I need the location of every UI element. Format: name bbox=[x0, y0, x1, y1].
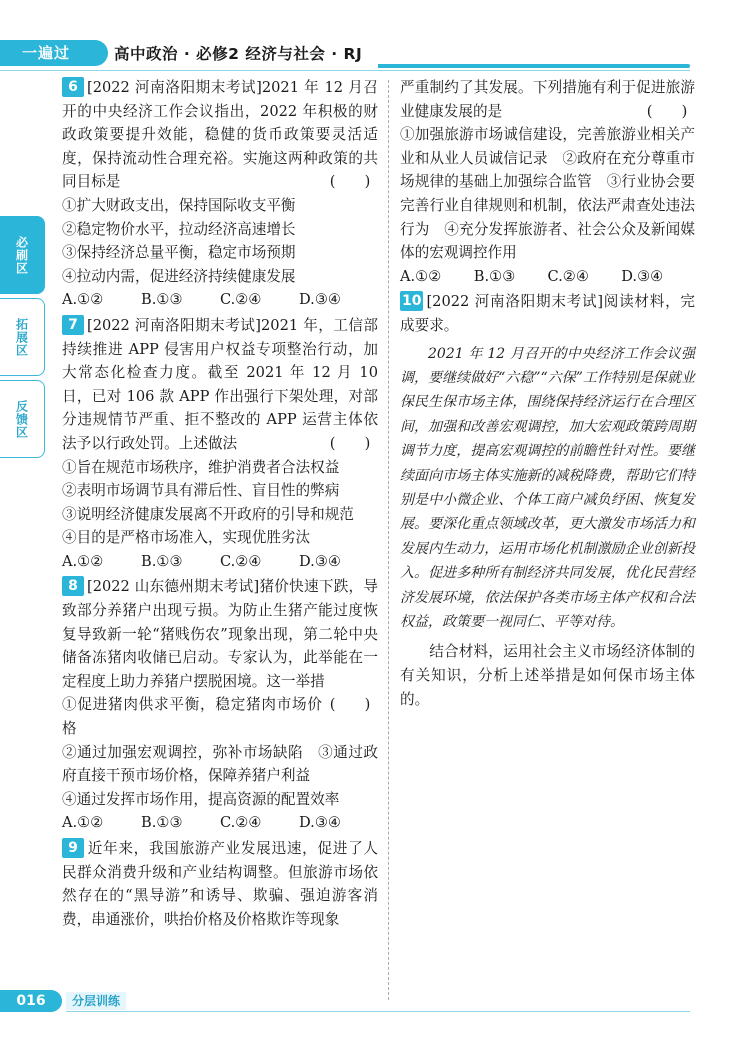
choice-b[interactable]: B.①③ bbox=[141, 552, 183, 570]
option: ①加强旅游市场诚信建设，完善旅游业相关产业和从业人员诚信记录 ②政府在充分尊重市场规律的基础上加强综合监管 ③行业协会要完善行业自律规则和机制，依法严肃查处违法行为 ④充分发挥旅游者、社会公众及新闻媒体的宏观调控作用 bbox=[400, 126, 695, 262]
answer-choices bbox=[400, 265, 695, 289]
tab-feedback[interactable]: 反馈区 bbox=[0, 380, 45, 458]
choice-c[interactable]: C.②④ bbox=[220, 814, 262, 832]
question-7 bbox=[62, 314, 378, 574]
choice-d[interactable]: D.③④ bbox=[299, 552, 341, 570]
choice-b[interactable]: B.①③ bbox=[141, 814, 183, 832]
header-rule bbox=[0, 70, 690, 71]
choice-a[interactable]: A.①② bbox=[62, 291, 104, 309]
answer-blank[interactable]: ( ) bbox=[329, 434, 371, 452]
question-number: 10 bbox=[402, 293, 422, 310]
option: ①促进猪肉供求平衡，稳定猪肉市场价格 bbox=[62, 696, 322, 738]
choice-c[interactable]: C.②④ bbox=[220, 552, 262, 570]
page-header bbox=[0, 40, 750, 70]
tab-extension[interactable]: 拓展区 bbox=[0, 298, 45, 376]
answer-choices bbox=[62, 288, 378, 312]
choice-c[interactable]: C.②④ bbox=[220, 291, 262, 309]
choice-a[interactable]: A.①② bbox=[62, 814, 104, 832]
page-footer bbox=[0, 990, 750, 1014]
choice-d[interactable]: D.③④ bbox=[299, 814, 341, 832]
choice-b[interactable]: B.①③ bbox=[473, 267, 516, 285]
answer-blank[interactable]: ( ) bbox=[646, 102, 688, 120]
choice-d[interactable]: D.③④ bbox=[299, 291, 341, 309]
option: ④拉动内需，促进经济持续健康发展 bbox=[62, 267, 296, 285]
choice-d[interactable]: D.③④ bbox=[621, 267, 664, 285]
answer-choices bbox=[62, 811, 378, 835]
header-accent-bar bbox=[378, 64, 690, 68]
option: ②通过加强宏观调控，弥补市场缺陷 ③通过政府直接干预市场价格，保障养猪户利益 bbox=[62, 743, 378, 785]
footer-section-label: 分层训练 bbox=[66, 992, 126, 1010]
tab-must-do[interactable]: 必刷区 bbox=[0, 216, 45, 294]
footer-rule bbox=[66, 1011, 690, 1012]
option: ③说明经济健康发展离不开政府的引导和规范 bbox=[62, 505, 354, 523]
answer-blank[interactable]: ( ) bbox=[329, 173, 371, 191]
page-number: 016 bbox=[0, 990, 62, 1012]
brand-logo: 一遍过 bbox=[0, 40, 108, 66]
choice-b[interactable]: B.①③ bbox=[141, 291, 183, 309]
question-stem: 2021 年，工信部持续推进 APP 侵害用户权益专项整治行动，加大常态化检查力度。截至 2021 年 12 月 10 日，已对 106 款 APP 作出强行下架处理，对部分违规情节严重、拒不整改的 APP 运营主体依法予以行政处罚。上述做法 bbox=[62, 316, 379, 452]
question-source: [2022 山东德州期末考试] bbox=[87, 578, 260, 596]
answer-blank[interactable]: ( ) bbox=[329, 696, 371, 714]
question-source: [2022 河南洛阳期末考试] bbox=[426, 293, 604, 311]
question-number: 9 bbox=[62, 838, 84, 858]
book-title: 高中政治 · 必修2 经济与社会 · RJ bbox=[114, 45, 363, 63]
question-stem-continued: 严重制约了其发展。下列措施有利于促进旅游业健康发展的是 bbox=[400, 79, 695, 120]
question-9-part2 bbox=[400, 76, 695, 288]
column-divider bbox=[388, 80, 389, 1000]
question-number: 8 bbox=[62, 576, 84, 596]
section-tabs bbox=[0, 216, 48, 462]
choice-a[interactable]: A.①② bbox=[62, 552, 104, 570]
question-stem: 猪价快速下跌，导致部分养猪户出现亏损。为防止生猪产能过度恢复导致新一轮“猪贱伤农”现象出现，第二轮中央储备冻猪肉收储已启动。专家认为，此举能在一定程度上助力养猪户摆脱困境。这一举措 bbox=[62, 578, 378, 690]
question-stem: 近年来，我国旅游产业发展迅速，促进了人民群众消费升级和产业结构调整。但旅游市场依然存在的“黑导游”和诱导、欺骗、强迫游客消费，串通涨价，哄抬价格及价格欺诈等现象 bbox=[62, 840, 378, 928]
option: ②稳定物价水平，拉动经济高速增长 bbox=[62, 220, 296, 238]
answer-choices bbox=[62, 550, 378, 574]
question-8 bbox=[62, 575, 378, 835]
question-task: 结合材料，运用社会主义市场经济体制的有关知识，分析上述举措是如何保市场主体的。 bbox=[400, 643, 695, 708]
option: ③保持经济总量平衡，稳定市场预期 bbox=[62, 244, 296, 262]
option: ②表明市场调节具有滞后性、盲目性的弊病 bbox=[62, 482, 340, 500]
right-column bbox=[400, 76, 695, 713]
question-stem: 阅读材料，完成要求。 bbox=[400, 293, 695, 334]
question-source: [2022 河南洛阳期末考试] bbox=[87, 79, 262, 96]
reading-passage: 2021 年 12 月召开的中央经济工作会议强调，要继续做好“六稳”“六保”工作特别是保就业保民生保市场主体，围绕保持经济运行在合理区间，加强和改善宏观调控，加大宏观政策跨周期调节力度，提高宏观调控的前瞻性针对性。要继续面向市场主体实施新的减税降费，帮助它们特别是中小微企业、个体工商户减负纾困、恢复发展。要深化重点领域改革，更大激发市场活力和发展内生动力，运用市场化机制激励企业创新投入。促进多种所有制经济共同发展，优化民营经济发展环境，依法保护各类市场主体产权和合法权益，政策要一视同仁、平等对待。 bbox=[400, 345, 695, 630]
question-number: 6 bbox=[62, 77, 84, 97]
question-stem: 2021 年 12 月召开的中央经济工作会议指出，2022 年积极的财政政策要提升效能，稳健的货币政策要灵活适度，保持流动性合理充裕。实施这两种政策的共同目标是 bbox=[62, 79, 378, 191]
option: ④目的是严格市场准入，实现优胜劣汰 bbox=[62, 529, 311, 547]
choice-a[interactable]: A.①② bbox=[400, 267, 442, 285]
option: ④通过发挥市场作用，提高资源的配置效率 bbox=[62, 790, 340, 808]
choice-c[interactable]: C.②④ bbox=[547, 267, 589, 285]
question-9-part1 bbox=[62, 837, 378, 931]
question-source: [2022 河南洛阳期末考试] bbox=[87, 316, 261, 334]
option: ①扩大财政支出，保持国际收支平衡 bbox=[62, 196, 296, 214]
left-column bbox=[62, 76, 378, 933]
question-10 bbox=[400, 290, 695, 711]
question-6 bbox=[62, 76, 378, 312]
question-number: 7 bbox=[62, 315, 84, 335]
option: ①旨在规范市场秩序，维护消费者合法权益 bbox=[62, 458, 340, 476]
